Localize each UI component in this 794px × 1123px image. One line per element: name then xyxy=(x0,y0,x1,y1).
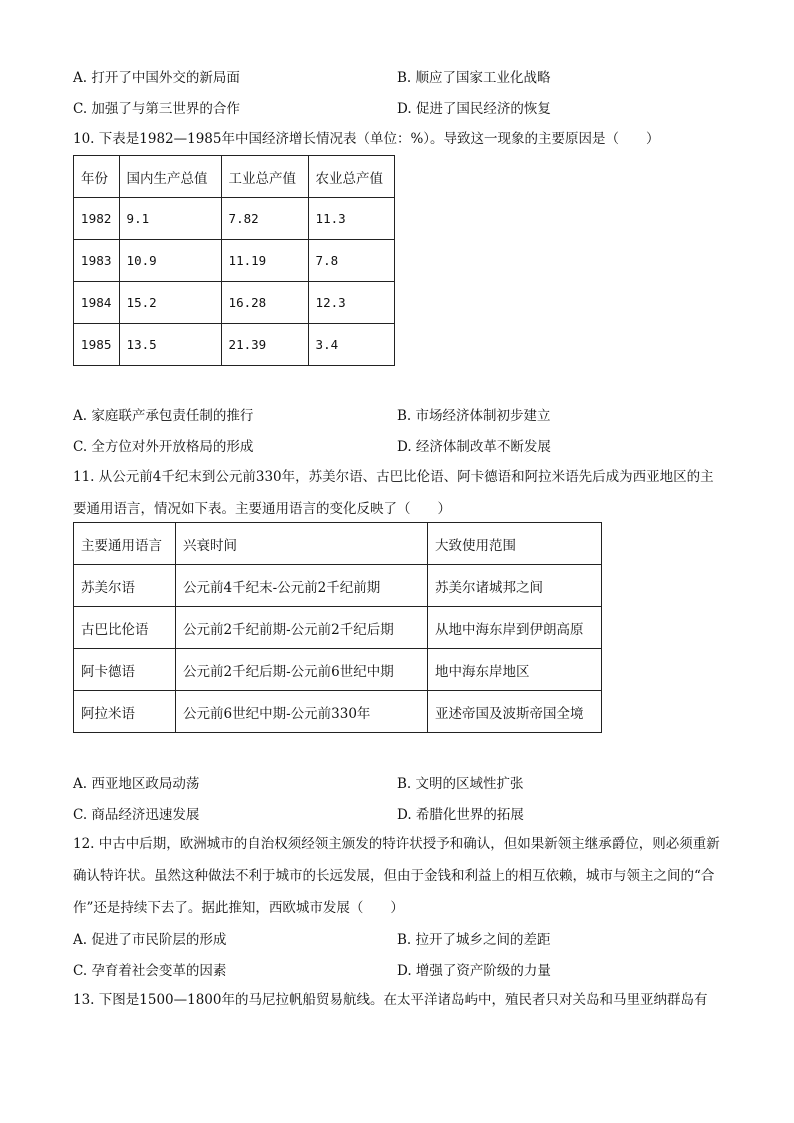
q12-options xyxy=(73,928,733,990)
table-cell: 7.82 xyxy=(221,198,308,240)
table-row xyxy=(74,565,602,607)
table-row xyxy=(74,649,602,691)
q9-option-a: A. 打开了中国外交的新局面 xyxy=(73,70,240,86)
q9-options xyxy=(73,66,733,128)
q11-option-a: A. 西亚地区政局动荡 xyxy=(73,776,200,792)
q11-table xyxy=(73,522,602,733)
table-cell: 公元前4千纪末-公元前2千纪前期 xyxy=(176,565,428,607)
q13-stem: 13. 下图是1500—1800年的马尼拉帆船贸易航线。在太平洋诸岛屿中，殖民者只对关岛和马里亚纳群岛有 xyxy=(73,992,708,1008)
option-row xyxy=(73,772,733,803)
table-cell: 7.8 xyxy=(308,240,394,282)
table-cell: 16.28 xyxy=(221,282,308,324)
table-cell: 1984 xyxy=(74,282,120,324)
q12-option-b: B. 拉开了城乡之间的差距 xyxy=(397,932,551,948)
table-cell: 苏美尔诸城邦之间 xyxy=(428,565,602,607)
table-cell: 15.2 xyxy=(119,282,221,324)
q11-option-c: C. 商品经济迅速发展 xyxy=(73,807,200,823)
q9-option-d: D. 促进了国民经济的恢复 xyxy=(397,101,551,117)
table-cell: 公元前2千纪后期-公元前6世纪中期 xyxy=(176,649,428,691)
q12-option-c: C. 孕育着社会变革的因素 xyxy=(73,963,227,979)
table-cell: 11.19 xyxy=(221,240,308,282)
table-header-cell: 工业总产值 xyxy=(221,156,308,198)
table-row xyxy=(74,691,602,733)
table-header-cell: 主要通用语言 xyxy=(74,523,176,565)
q10-option-d: D. 经济体制改革不断发展 xyxy=(397,439,551,455)
table-header-cell: 农业总产值 xyxy=(308,156,394,198)
table-cell: 9.1 xyxy=(119,198,221,240)
table-cell: 3.4 xyxy=(308,324,394,366)
q10-option-c: C. 全方位对外开放格局的形成 xyxy=(73,439,254,455)
table-cell: 地中海东岸地区 xyxy=(428,649,602,691)
q10-option-a: A. 家庭联产承包责任制的推行 xyxy=(73,408,254,424)
table-cell: 阿拉米语 xyxy=(74,691,176,733)
table-header-row xyxy=(74,523,602,565)
q9-option-c: C. 加强了与第三世界的合作 xyxy=(73,101,240,117)
table-cell: 古巴比伦语 xyxy=(74,607,176,649)
table-cell: 1983 xyxy=(74,240,120,282)
q11-options xyxy=(73,772,733,834)
table-row xyxy=(74,240,395,282)
table-cell: 苏美尔语 xyxy=(74,565,176,607)
table-cell: 公元前6世纪中期-公元前330年 xyxy=(176,691,428,733)
table-cell: 公元前2千纪前期-公元前2千纪后期 xyxy=(176,607,428,649)
option-row xyxy=(73,66,733,97)
q10-option-b: B. 市场经济体制初步建立 xyxy=(397,408,551,424)
q11-stem: 11. 从公元前4千纪末到公元前330年，苏美尔语、古巴比伦语、阿卡德语和阿拉米语先后成为西亚地区的主要通用语言，情况如下表。主要通用语言的变化反映了（ ） xyxy=(73,469,714,517)
option-row xyxy=(73,928,733,959)
table-cell: 21.39 xyxy=(221,324,308,366)
q12-option-d: D. 增强了资产阶级的力量 xyxy=(397,963,551,979)
table-row xyxy=(74,607,602,649)
table-header-cell: 国内生产总值 xyxy=(119,156,221,198)
q9-option-b: B. 顺应了国家工业化战略 xyxy=(397,70,551,86)
table-row xyxy=(74,282,395,324)
table-cell: 13.5 xyxy=(119,324,221,366)
table-row xyxy=(74,198,395,240)
table-cell: 1982 xyxy=(74,198,120,240)
q10-options xyxy=(73,404,733,466)
q10-table xyxy=(73,155,395,366)
q11-option-d: D. 希腊化世界的拓展 xyxy=(397,807,524,823)
table-header-cell: 大致使用范围 xyxy=(428,523,602,565)
table-cell: 从地中海东岸到伊朗高原 xyxy=(428,607,602,649)
table-cell: 11.3 xyxy=(308,198,394,240)
table-cell: 亚述帝国及波斯帝国全境 xyxy=(428,691,602,733)
table-header-row xyxy=(74,156,395,198)
q12-stem: 12. 中古中后期，欧洲城市的自治权须经领主颁发的特许状授予和确认，但如果新领主继承爵位，则必须重新确认特许状。虽然这种做法不利于城市的长远发展，但由于金钱和利益上的相互依赖，城市与领主之间的“合作”还是持续下去了。据此推知，西欧城市发展（ ） xyxy=(73,836,720,916)
table-cell: 10.9 xyxy=(119,240,221,282)
option-row xyxy=(73,404,733,435)
table-cell: 12.3 xyxy=(308,282,394,324)
q12-option-a: A. 促进了市民阶层的形成 xyxy=(73,932,227,948)
table-row xyxy=(74,324,395,366)
table-header-cell: 年份 xyxy=(74,156,120,198)
table-cell: 阿卡德语 xyxy=(74,649,176,691)
q11-option-b: B. 文明的区域性扩张 xyxy=(397,776,524,792)
table-header-cell: 兴衰时间 xyxy=(176,523,428,565)
q10-stem: 10. 下表是1982—1985年中国经济增长情况表（单位：%）。导致这一现象的主要原因是（ ） xyxy=(73,131,660,147)
table-cell: 1985 xyxy=(74,324,120,366)
